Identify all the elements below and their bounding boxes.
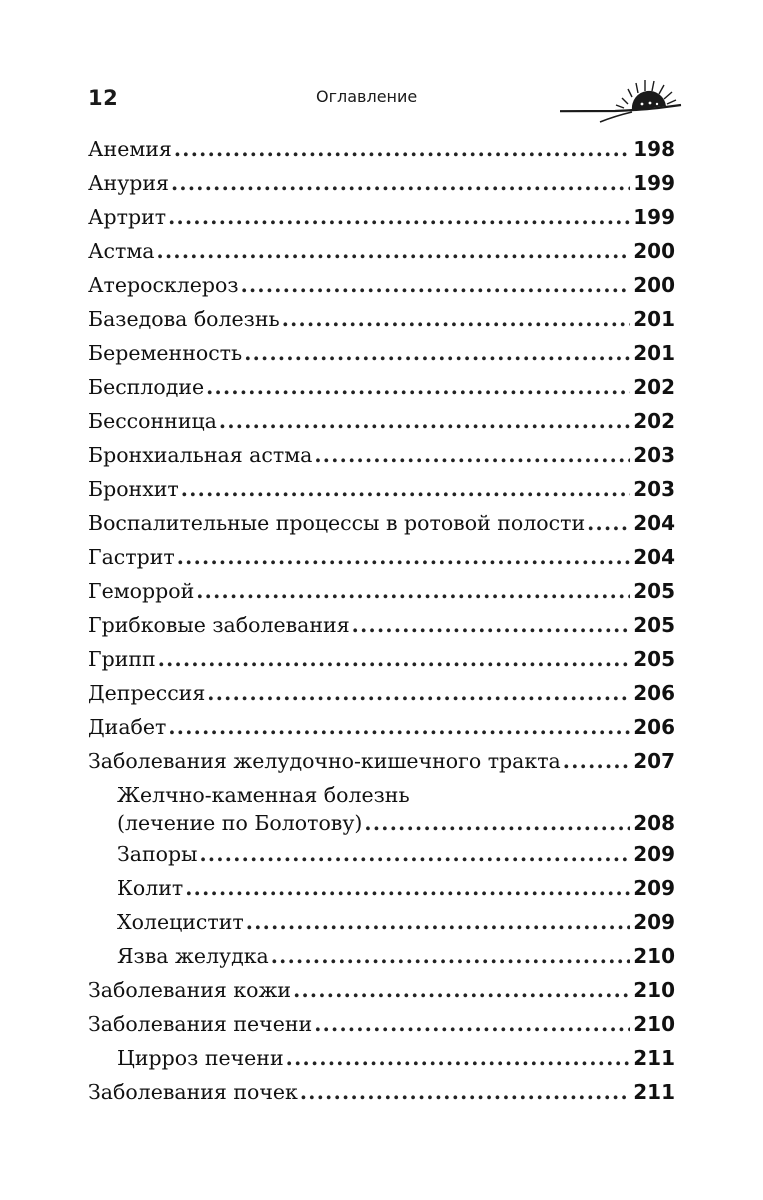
toc-entry-title: (лечение по Болотову): [117, 811, 363, 835]
toc-entry-page: 206: [633, 715, 675, 739]
toc-entry-page: 208: [633, 811, 675, 835]
toc-entry-title: Артрит: [88, 205, 167, 229]
toc-entry[interactable]: [88, 234, 675, 268]
toc-entry[interactable]: [88, 809, 675, 837]
toc-entry-title: Астма: [88, 239, 155, 263]
dot-leader: [171, 166, 630, 200]
toc-entry-title: Заболевания почек: [88, 1080, 298, 1104]
toc-entry-page: 209: [633, 876, 675, 900]
toc-entry-page: 201: [633, 307, 675, 331]
toc-entry-title: Запоры: [117, 842, 198, 866]
toc-entry-title: Колит: [117, 876, 184, 900]
toc-entry-page: 205: [633, 647, 675, 671]
toc-entry[interactable]: [88, 336, 675, 370]
toc-entry[interactable]: [88, 472, 675, 506]
dot-leader: [177, 540, 631, 574]
dot-leader: [181, 472, 630, 506]
toc-entry[interactable]: [88, 608, 675, 642]
toc-entry-page: 204: [633, 511, 675, 535]
dot-leader: [241, 268, 631, 302]
toc-entry-title: Базедова болезнь: [88, 307, 280, 331]
toc-entry[interactable]: [88, 132, 675, 166]
toc-entry-page: 204: [633, 545, 675, 569]
toc-entry[interactable]: [88, 973, 675, 1007]
table-of-contents: [88, 132, 675, 1109]
toc-entry-page: 200: [633, 239, 675, 263]
toc-entry[interactable]: [88, 871, 675, 905]
toc-entry-title: Язва желудка: [117, 944, 269, 968]
dot-leader: [207, 676, 630, 710]
toc-entry-page: 202: [633, 375, 675, 399]
toc-entry-page: 200: [633, 273, 675, 297]
dot-leader: [364, 809, 630, 837]
toc-entry[interactable]: [88, 370, 675, 404]
dot-leader: [219, 404, 630, 438]
toc-entry-title: Холецистит: [117, 910, 244, 934]
dot-leader: [206, 370, 630, 404]
toc-entry-title: Атеросклероз: [88, 273, 239, 297]
toc-entry-title: Грибковые заболевания: [88, 613, 350, 637]
toc-entry-page: 206: [633, 681, 675, 705]
toc-entry-page: 209: [633, 842, 675, 866]
toc-entry[interactable]: [88, 1075, 675, 1109]
toc-entry[interactable]: [88, 166, 675, 200]
dot-leader: [282, 302, 631, 336]
toc-entry[interactable]: [88, 642, 675, 676]
toc-entry-title: Гастрит: [88, 545, 175, 569]
toc-entry-title: Анурия: [88, 171, 169, 195]
dot-leader: [157, 234, 631, 268]
toc-entry[interactable]: [88, 268, 675, 302]
toc-entry-page: 210: [633, 1012, 675, 1036]
toc-entry-title: Заболевания желудочно-кишечного тракта: [88, 749, 561, 773]
toc-entry-title: Диабет: [88, 715, 167, 739]
toc-entry[interactable]: [88, 744, 675, 778]
toc-entry-title: Беременность: [88, 341, 243, 365]
dot-leader: [196, 574, 630, 608]
toc-entry-page: 202: [633, 409, 675, 433]
dot-leader: [286, 1041, 631, 1075]
toc-entry-page: 201: [633, 341, 675, 365]
dot-leader: [293, 973, 630, 1007]
toc-entry-page: 203: [633, 443, 675, 467]
toc-entry[interactable]: [88, 939, 675, 973]
toc-entry-line1[interactable]: [88, 778, 675, 809]
toc-entry[interactable]: [88, 905, 675, 939]
dot-leader: [199, 837, 630, 871]
dot-leader: [158, 642, 631, 676]
toc-entry[interactable]: [88, 506, 675, 540]
toc-entry-title: Бронхиальная астма: [88, 443, 313, 467]
dot-leader: [168, 710, 630, 744]
toc-entry-title: Геморрой: [88, 579, 195, 603]
toc-entry-page: 207: [633, 749, 675, 773]
running-title: Оглавление: [316, 87, 418, 106]
dot-leader: [246, 905, 630, 939]
toc-entry[interactable]: [88, 302, 675, 336]
toc-entry-page: 209: [633, 910, 675, 934]
dot-leader: [563, 744, 630, 778]
page-number: 12: [88, 86, 119, 110]
toc-entry[interactable]: [88, 837, 675, 871]
toc-entry-page: 205: [633, 579, 675, 603]
dot-leader: [168, 200, 630, 234]
toc-entry-title: Заболевания печени: [88, 1012, 313, 1036]
toc-entry[interactable]: [88, 710, 675, 744]
dot-leader: [244, 336, 630, 370]
toc-entry-page: 210: [633, 944, 675, 968]
toc-entry-title: Цирроз печени: [117, 1046, 284, 1070]
dot-leader: [174, 132, 630, 166]
toc-entry-title: Грипп: [88, 647, 156, 671]
toc-entry-page: 210: [633, 978, 675, 1002]
toc-entry-page: 203: [633, 477, 675, 501]
toc-entry[interactable]: [88, 200, 675, 234]
toc-entry[interactable]: [88, 1041, 675, 1075]
toc-entry-page: 199: [633, 205, 675, 229]
toc-entry-title: Депрессия: [88, 681, 206, 705]
toc-entry-title: Анемия: [88, 137, 172, 161]
dot-leader: [314, 1007, 630, 1041]
toc-entry[interactable]: [88, 676, 675, 710]
toc-entry[interactable]: [88, 574, 675, 608]
sun-ornament-icon: [560, 70, 682, 128]
toc-entry-page: 205: [633, 613, 675, 637]
toc-entry[interactable]: [88, 540, 675, 574]
dot-leader: [185, 871, 630, 905]
toc-entry-page: 211: [633, 1080, 675, 1104]
toc-entry[interactable]: [88, 438, 675, 472]
toc-entry-title: Воспалительные процессы в ротовой полости: [88, 511, 586, 535]
toc-entry-page: 199: [633, 171, 675, 195]
dot-leader: [314, 438, 630, 472]
toc-entry-title: Желчно-каменная болезнь: [117, 783, 410, 807]
toc-entry[interactable]: [88, 1007, 675, 1041]
toc-entry-title: Заболевания кожи: [88, 978, 292, 1002]
toc-entry-title: Бессонница: [88, 409, 217, 433]
dot-leader: [352, 608, 631, 642]
toc-entry-page: 211: [633, 1046, 675, 1070]
toc-entry[interactable]: [88, 404, 675, 438]
toc-entry-page: 198: [633, 137, 675, 161]
toc-entry-title: Бронхит: [88, 477, 179, 501]
dot-leader: [587, 506, 630, 540]
dot-leader: [300, 1075, 630, 1109]
toc-entry-title: Бесплодие: [88, 375, 205, 399]
dot-leader: [271, 939, 631, 973]
